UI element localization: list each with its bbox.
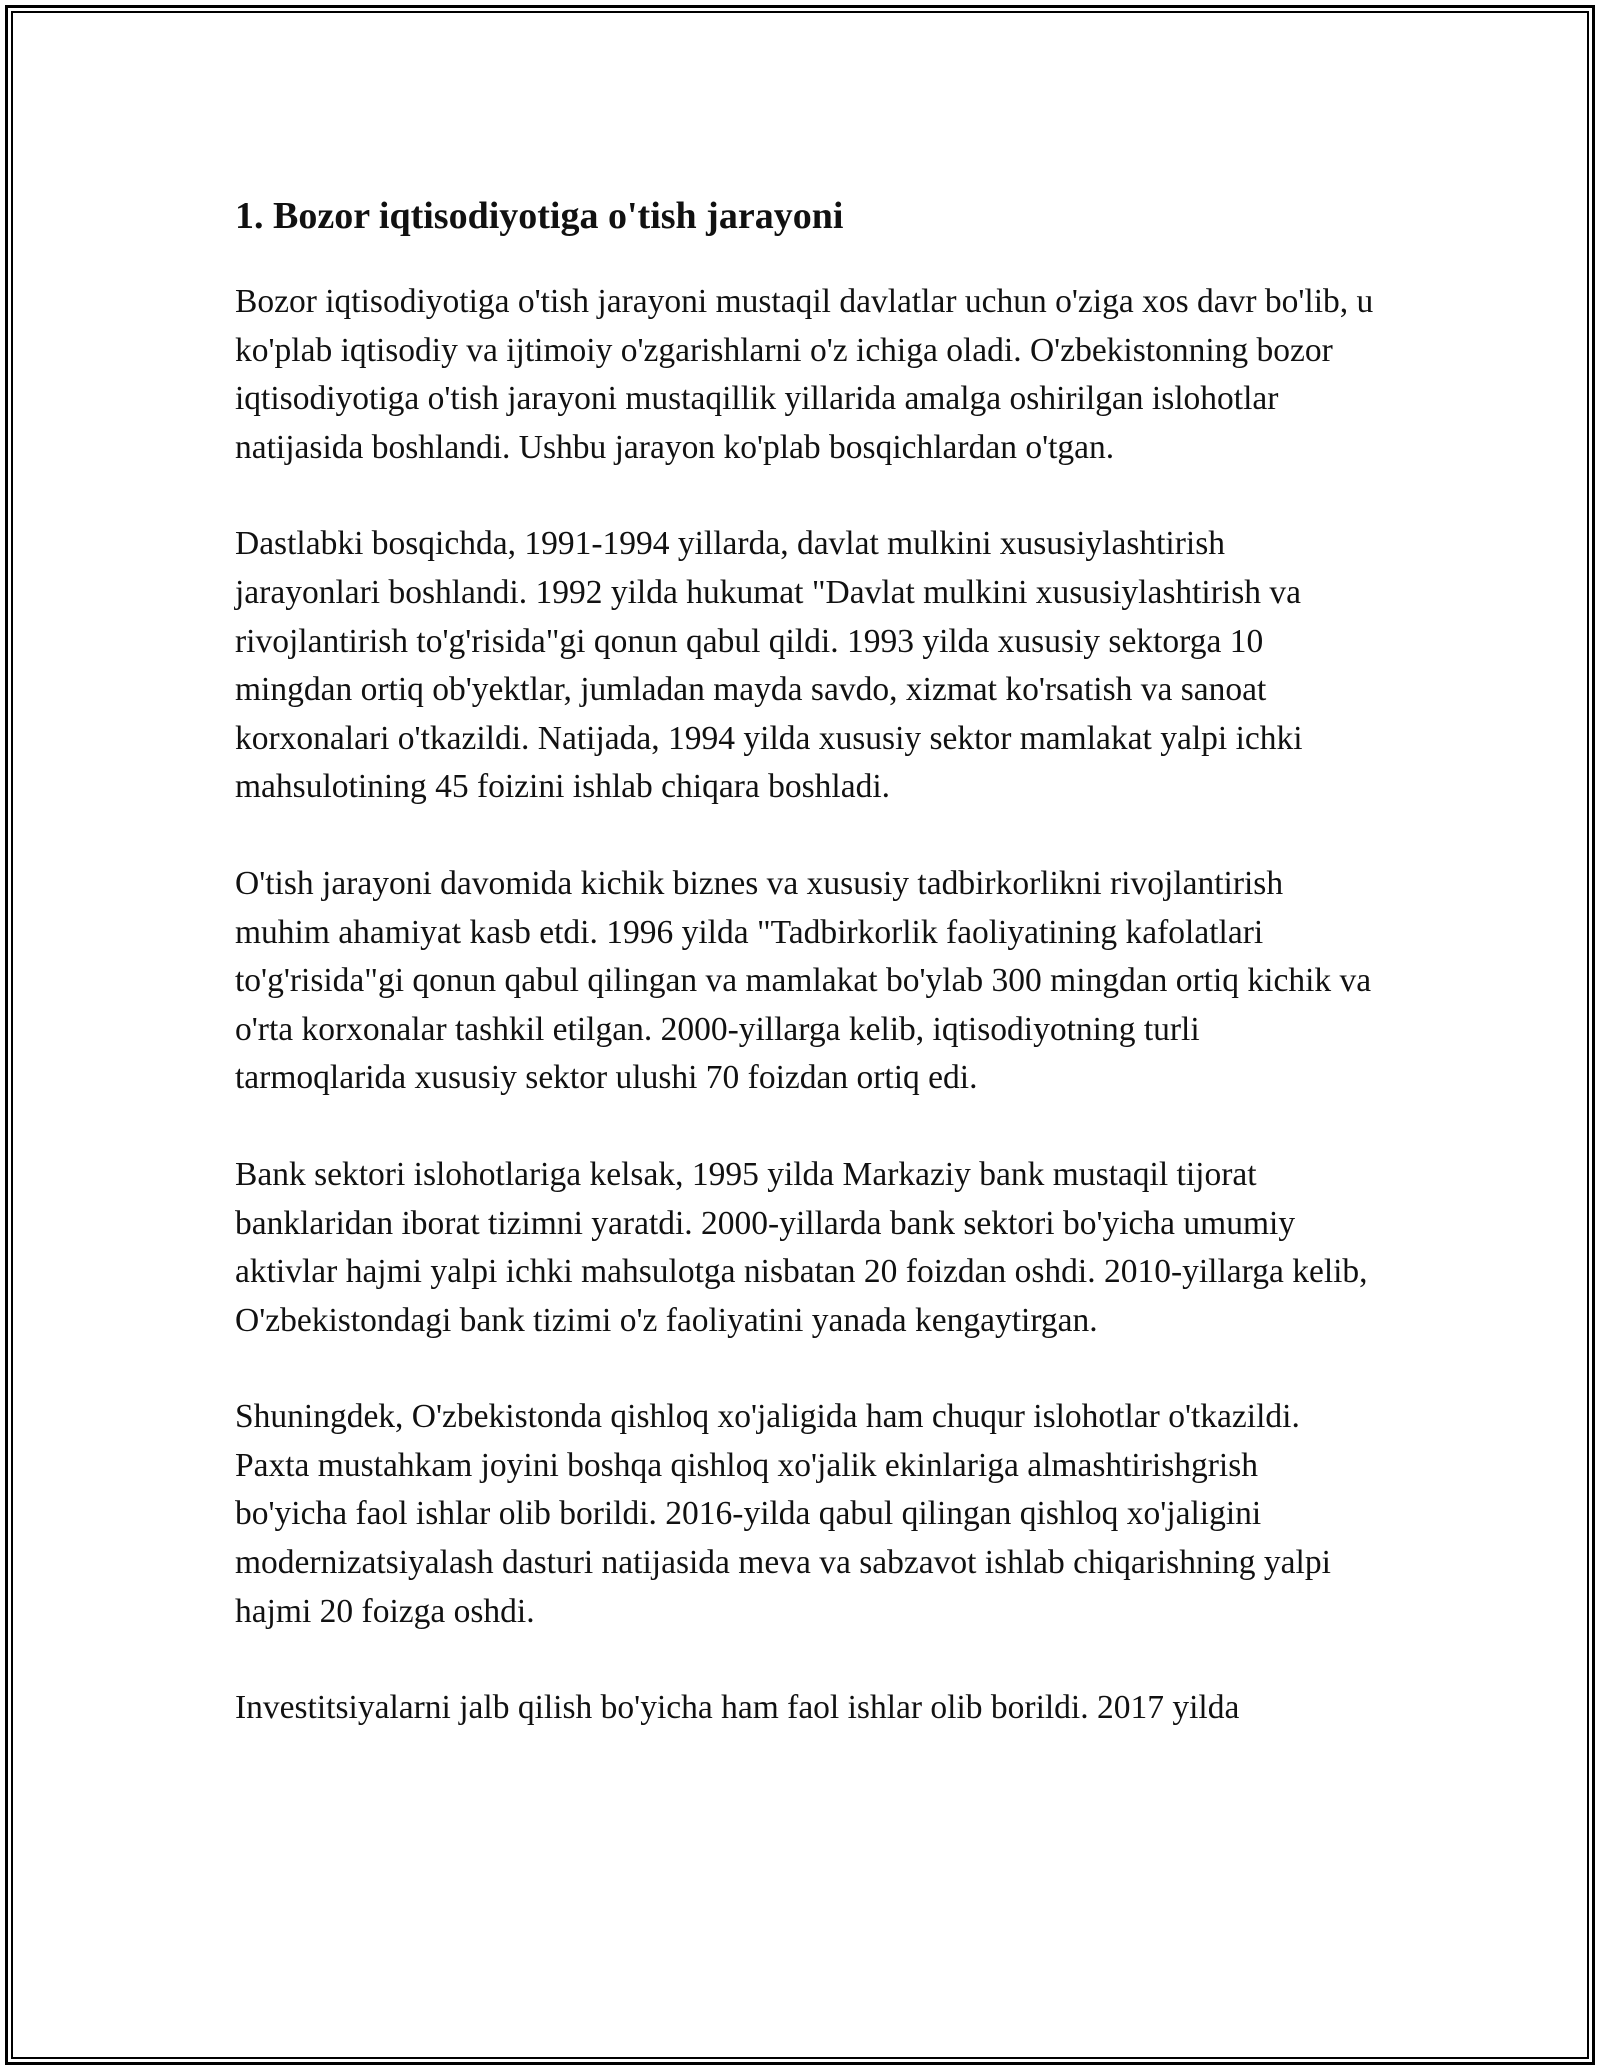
paragraph-privatization: Dastlabki bosqichda, 1991-1994 yillarda, davlat mulkini xususiylashtirish jarayonlari boshlandi. 1992 yilda hukumat "Davlat mulkini xususiylashtirish va rivojlantirish to'g'risida"gi qonun qabul qildi. 1993 yilda xususiy sektorga 10 mingdan ortiq ob'yektlar, jumladan mayda savdo, xizmat ko'rsatish va sanoat korxonalari o'tkazildi. Natijada, 1994 yilda xususiy sektor mamlakat yalpi ichki mahsulotining 45 foizini ishlab chiqara boshladi. [235, 525, 1303, 806]
section-heading: 1. Bozor iqtisodiyotiga o'tish jarayoni [235, 195, 844, 237]
paragraph-intro: Bozor iqtisodiyotiga o'tish jarayoni mustaqil davlatlar uchun o'ziga xos davr bo'lib, u ko'plab iqtisodiy va ijtimoiy o'zgarishlarni o'z ichiga oladi. O'zbekistonning bozor iqtisodiyotiga o'tish jarayoni mustaqillik yillarida amalga oshirilgan islohotlar natijasida boshlandi. Ushbu jarayon ko'plab bosqichlardan o'tgan. [235, 283, 1374, 466]
paragraph-small-business: O'tish jarayoni davomida kichik biznes va xususiy tadbirkorlikni rivojlantirish muhim ahamiyat kasb etdi. 1996 yilda "Tadbirkorlik faoliyatining kafolatlari to'g'risida"gi qonun qabul qilingan va mamlakat bo'ylab 300 mingdan ortiq kichik va o'rta korxonalar tashkil etilgan. 2000-yillarga kelib, iqtisodiyotning turli tarmoqlarida xususiy sektor ulushi 70 foizdan ortiq edi. [235, 864, 1372, 1097]
paragraph-investment: Investitsiyalarni jalb qilish bo'yicha ham faol ishlar olib borildi. 2017 yilda [235, 1689, 1240, 1727]
paragraph-banking: Bank sektori islohotlariga kelsak, 1995 yilda Markaziy bank mustaqil tijorat banklaridan iborat tizimni yaratdi. 2000-yillarda bank sektori bo'yicha umumiy aktivlar hajmi yalpi ichki mahsulotga nisbatan 20 foizdan oshdi. 2010-yillarga kelib, O'zbekistondagi bank tizimi o'z faoliyatini yanada kengaytirgan. [235, 1155, 1368, 1339]
document-body [235, 188, 1375, 1781]
paragraph-agriculture: Shuningdek, O'zbekistonda qishloq xo'jaligida ham chuqur islohotlar o'tkazildi. Paxta mustahkam joyini boshqa qishloq xo'jalik ekinlariga almashtirishgrish bo'yicha faol ishlar olib borildi. 2016-yilda qabul qilingan qishloq xo'jaligini modernizatsiyalash dasturi natijasida meva va sabzavot ishlab chiqarishning yalpi hajmi 20 foizga oshdi. [235, 1398, 1331, 1630]
